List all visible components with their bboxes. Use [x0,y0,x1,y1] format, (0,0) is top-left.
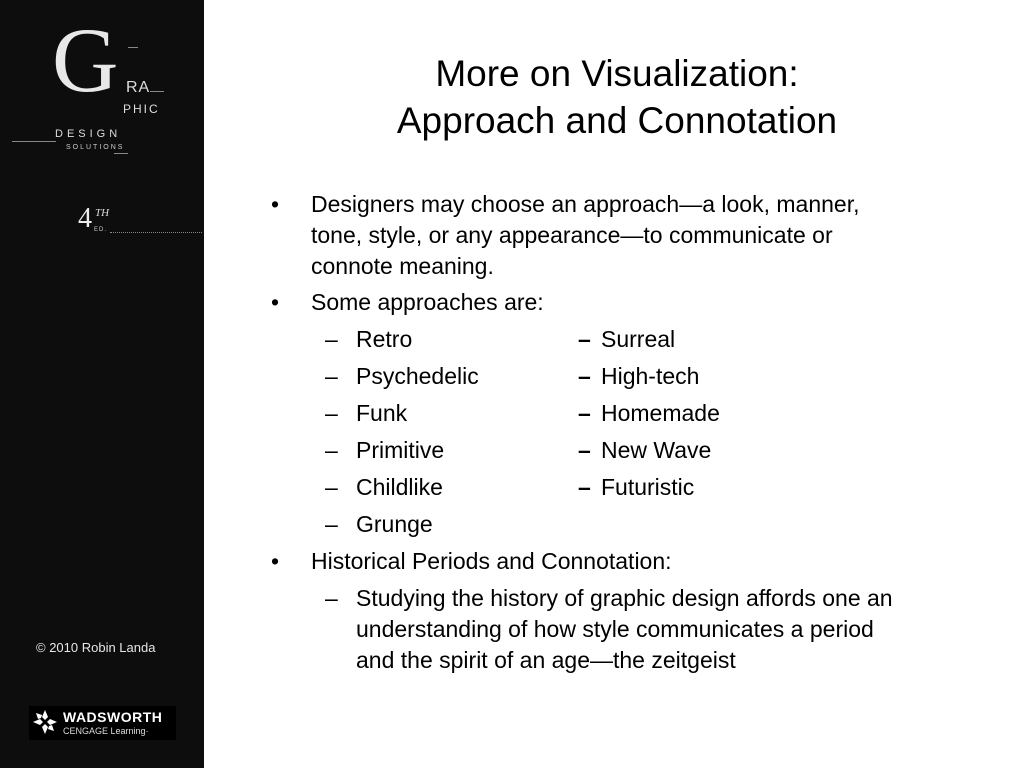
approach-item: High-tech [601,363,700,389]
sub-bullet-dash: – [578,400,591,426]
logo-design: DESIGN [55,128,122,140]
sub-bullet-dash: – [325,437,338,463]
logo-rule [12,141,56,142]
edition-number: 4 [78,203,92,234]
bullet-text-line: tone, style, or any appearance—to communicate or [311,222,833,248]
publisher-name: WADSWORTH [63,709,163,725]
copyright-notice: © 2010 Robin Landa [36,640,156,655]
bullet-text-line: connote meaning. [311,253,494,279]
edition-dotted-rule [110,232,202,233]
logo-rule [128,47,138,48]
bullet-marker: • [271,191,280,217]
approach-item: Retro [356,326,413,352]
sub-bullet-text-line: understanding of how style communicates a period [356,616,874,642]
logo-letter-g: G [52,9,119,111]
sub-bullet-dash: – [325,363,338,389]
publisher-subtitle: CENGAGE Learning· [63,726,149,736]
approach-item: Psychedelic [356,363,479,389]
edition-suffix: TH [95,207,110,219]
approach-item: Grunge [356,511,433,537]
sub-bullet-dash: – [325,326,338,352]
sub-bullet-dash: – [578,363,591,389]
approach-item: Homemade [601,400,720,426]
sidebar-panel [0,0,204,768]
sub-bullet-dash: – [325,511,338,537]
slide-title-line-1: More on Visualization: [435,53,799,94]
publisher-mark-icon [31,708,59,736]
sub-bullet-text-line: and the spirit of an age—the zeitgeist [356,647,736,673]
approach-item: Primitive [356,437,445,463]
edition-label: ED. [94,227,108,233]
sub-bullet-dash: – [325,585,338,611]
bullet-marker: • [271,289,280,315]
approach-item: New Wave [601,437,712,463]
logo-ra: RA [126,79,151,96]
bullet-text-line: Designers may choose an approach—a look, manner, [311,191,860,217]
sub-bullet-dash: – [578,474,591,500]
sub-bullet-dash: – [325,474,338,500]
slide-title-line-2: Approach and Connotation [396,100,838,141]
sub-bullet-dash: – [578,326,591,352]
sub-bullet-text-line: Studying the history of graphic design affords one an [356,585,893,611]
approach-item: Futuristic [601,474,695,500]
sub-bullet-dash: – [325,400,338,426]
sub-bullet-dash: – [578,437,591,463]
bullet-text: Historical Periods and Connotation: [311,548,672,574]
publisher-logo [29,706,176,740]
logo-rule [150,91,164,92]
approach-item: Childlike [356,474,443,500]
bullet-marker: • [271,548,280,574]
slide-title [232,50,1002,144]
logo-rule [114,153,128,154]
logo-phic: PHIC [123,102,160,116]
logo-solutions: SOLUTIONS [66,144,125,151]
approach-item: Surreal [601,326,676,352]
approach-item: Funk [356,400,408,426]
bullet-text: Some approaches are: [311,289,544,315]
